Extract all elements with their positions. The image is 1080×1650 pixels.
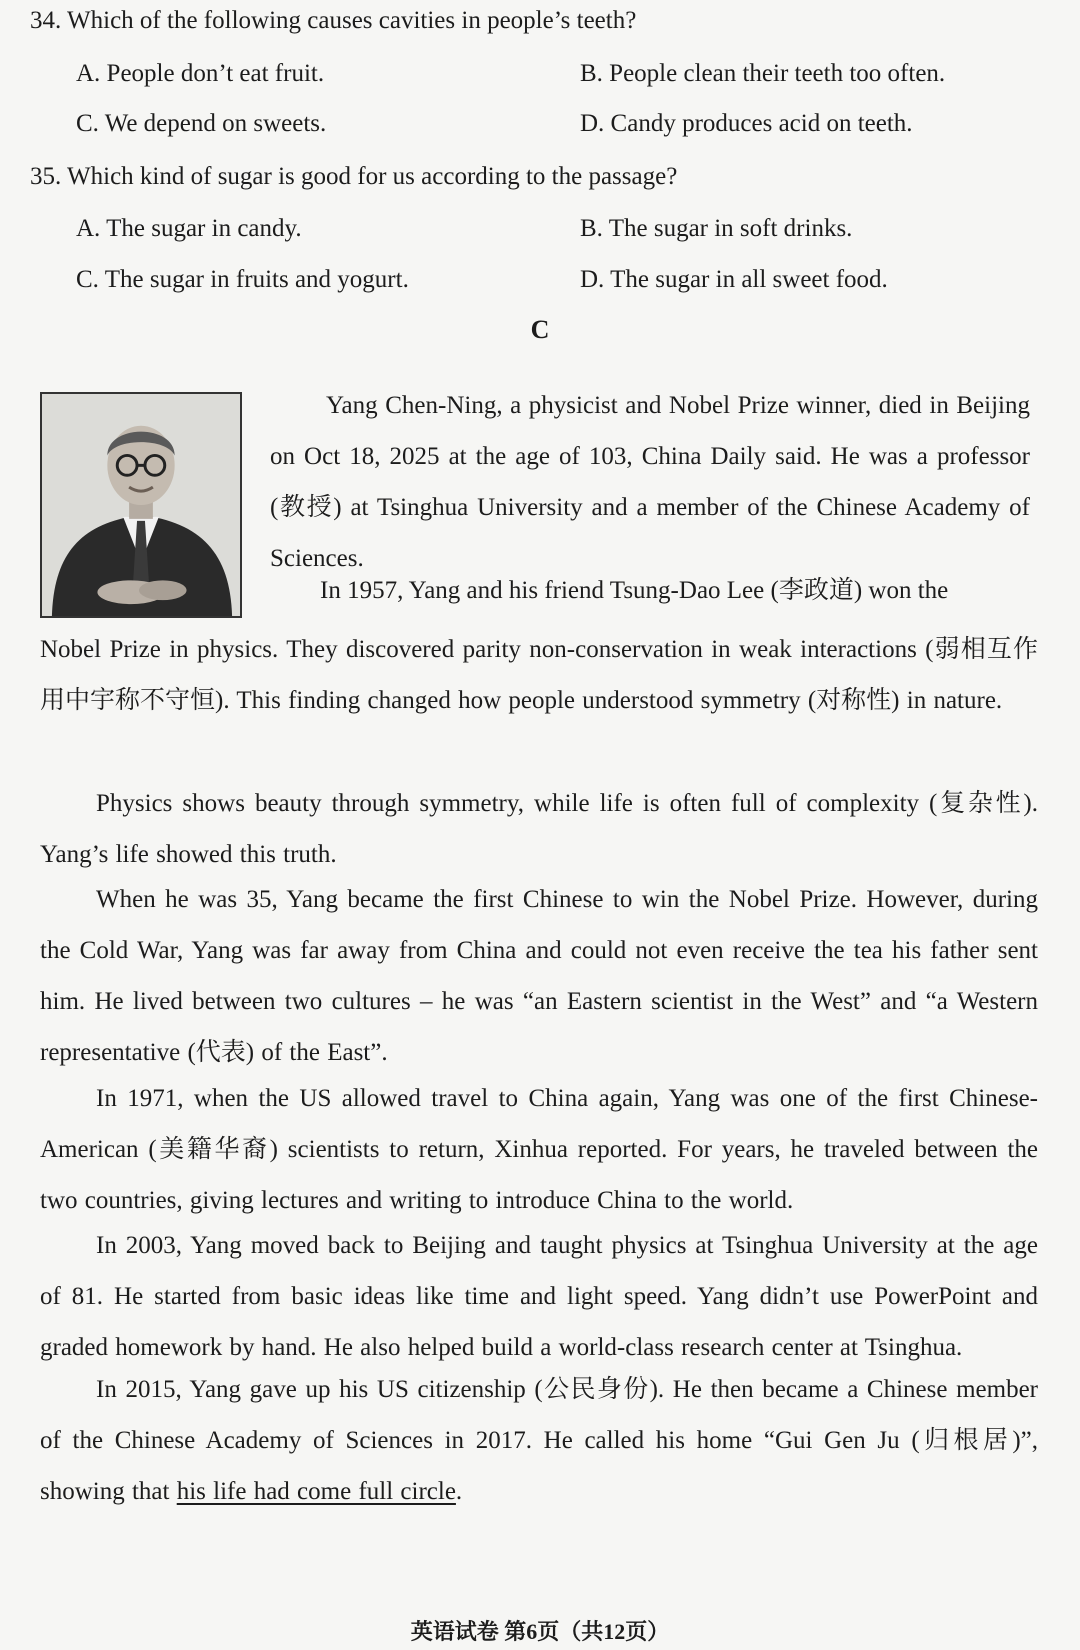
paragraph-3: Physics shows beauty through symmetry, while life is often full of complexity (复杂性). Yang’s life showed this truth. [40, 790, 1038, 868]
paragraph-7-end: . [455, 1478, 463, 1505]
portrait-photo [40, 392, 242, 618]
section-title: C [530, 315, 550, 344]
paragraph-1: Yang Chen-Ning, a physicist and Nobel Prize winner, died in Beijing on Oct 18, 2025 at the age of 103, China Daily said. He was a professor (教授) at Tsinghua University and a member of the Chinese Academy of Sciences. [270, 392, 1030, 572]
q35-option-c: C. The sugar in fruits and yogurt. [76, 266, 409, 293]
paragraph-6: In 2003, Yang moved back to Beijing and taught physics at Tsinghua University at the age of 81. He started from basic ideas like time and light speed. Yang didn’t use PowerPoint and graded homework by hand. He also helped build a world-class research center at Tsinghua. [40, 1232, 1038, 1361]
q34-option-a: A. People don’t eat fruit. [76, 60, 325, 87]
q34-option-d: D. Candy produces acid on teeth. [580, 110, 913, 137]
q35-option-a: A. The sugar in candy. [76, 215, 302, 242]
paragraph-7 [40, 1364, 1038, 1517]
q35-option-d: D. The sugar in all sweet food. [580, 266, 888, 293]
q34-stem: 34. Which of the following causes cavities in people’s teeth? [30, 7, 637, 34]
paragraph-2: Nobel Prize in physics. They discovered parity non-conservation in weak interactions (弱相互作用中宇称不守恒). This finding changed how people understood symmetry (对称性) in nature. [40, 636, 1038, 714]
q35-option-b: B. The sugar in soft drinks. [580, 215, 853, 242]
underlined-phrase: his life had come full circle [176, 1478, 456, 1505]
q34-option-c: C. We depend on sweets. [76, 110, 327, 137]
paragraph-5: In 1971, when the US allowed travel to China again, Yang was one of the first Chinese-American (美籍华裔) scientists to return, Xinhua reported. For years, he traveled between the two countries, giving lectures and writing to introduce China to the world. [40, 1085, 1038, 1214]
paragraph-2-start: In 1957, Yang and his friend Tsung-Dao Lee (李政道) won the [320, 577, 949, 604]
portrait-image [42, 394, 240, 616]
page-footer: 英语试卷 第6页（共12页） [410, 1619, 670, 1644]
q35-stem: 35. Which kind of sugar is good for us according to the passage? [30, 163, 678, 190]
paragraph-7-text: In 2015, Yang gave up his US citizenship (公民身份). He then became a Chinese member of the Chinese Academy of Sciences in 2017. He called his home “Gui Gen Ju (归根居)”, showing that [40, 1376, 1038, 1505]
q34-option-b: B. People clean their teeth too often. [580, 60, 946, 87]
paragraph-4: When he was 35, Yang became the first Chinese to win the Nobel Prize. However, during the Cold War, Yang was far away from China and could not even receive the tea his father sent him. He lived between two cultures – he was “an Eastern scientist in the West” and “a Western representative (代表) of the East”. [40, 886, 1038, 1066]
